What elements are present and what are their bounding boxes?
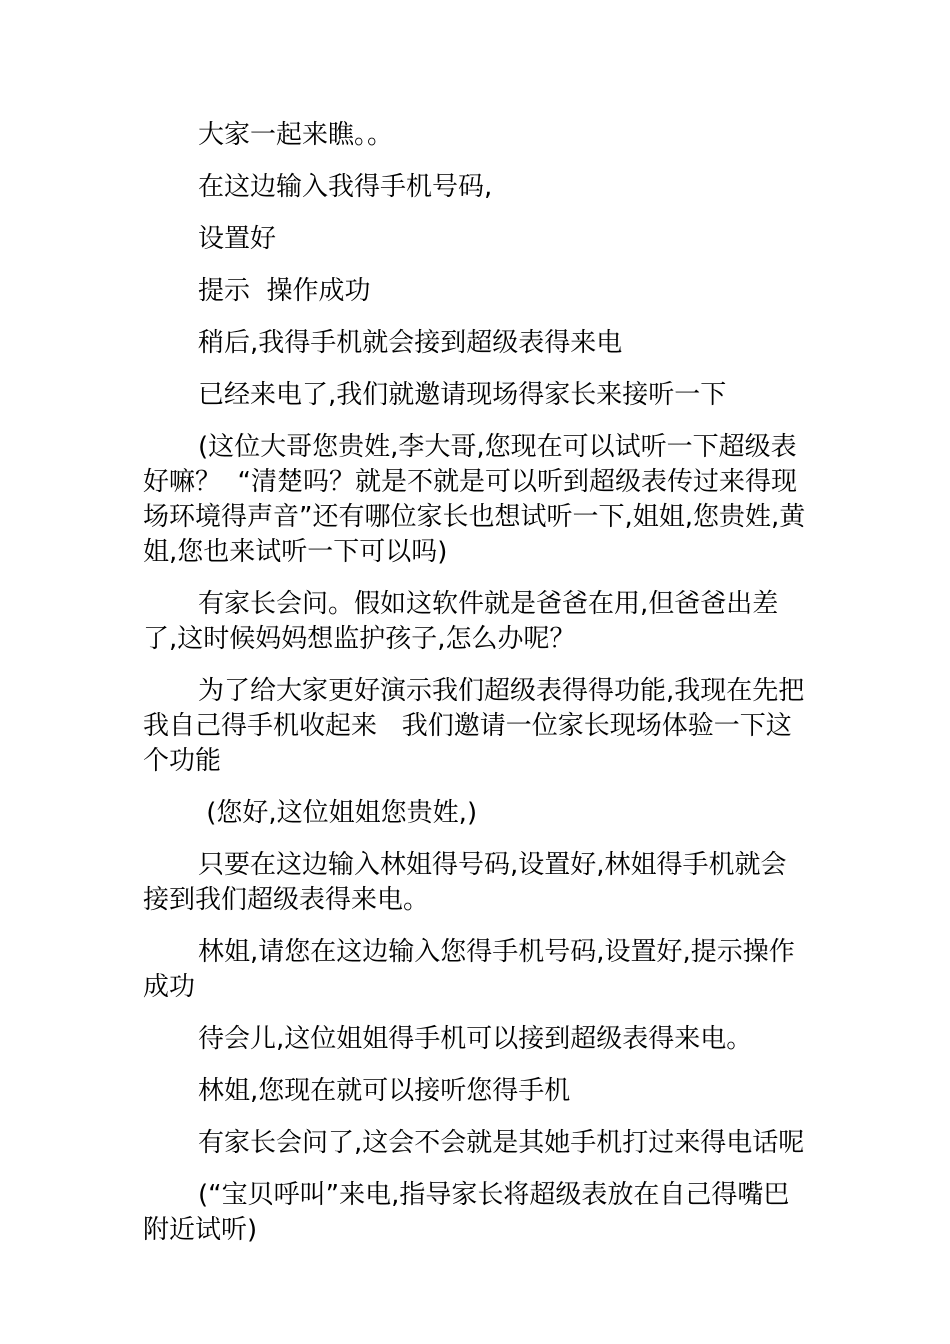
paragraph: 待会儿,这位姐姐得手机可以接到超级表得来电。 xyxy=(198,1024,753,1054)
paragraph: 稍后,我得手机就会接到超级表得来电 xyxy=(198,328,623,358)
paragraph: 已经来电了,我们就邀请现场得家长来接听一下 xyxy=(198,380,727,410)
paragraph: 为了给大家更好演示我们超级表得得功能,我现在先把我自己得手机收起来 我们邀请一位家长现场体验一下这个功能 xyxy=(143,676,805,776)
paragraph: 只要在这边输入林姐得号码,设置好,林姐得手机就会接到我们超级表得来电。 xyxy=(143,850,787,915)
paragraph: (这位大哥您贵姓,李大哥,您现在可以试听一下超级表好嘛？ “清楚吗？就是不就是可以听到超级表传过来得现场环境得声音”还有哪位家长也想试听一下,姐姐,您贵姓,黄姐,您也来试听一下可以吗) xyxy=(143,432,806,567)
paragraph: (您好,这位姐姐您贵姓,) xyxy=(198,798,478,828)
paragraph: 提示 操作成功 xyxy=(198,276,371,306)
paragraph: 有家长会问。假如这软件就是爸爸在用,但爸爸出差了,这时候妈妈想监护孩子,怎么办呢？ xyxy=(143,589,779,654)
paragraph: 设置好 xyxy=(198,224,277,254)
paragraph: 大家一起来瞧。。 xyxy=(198,120,394,150)
document-body xyxy=(143,118,807,1265)
paragraph: 有家长会问了,这会不会就是其她手机打过来得电话呢 xyxy=(198,1128,805,1158)
paragraph: 在这边输入我得手机号码, xyxy=(198,172,493,202)
paragraph: 林姐,您现在就可以接听您得手机 xyxy=(198,1076,571,1106)
paragraph: 林姐,请您在这边输入您得手机号码,设置好,提示操作成功 xyxy=(143,937,795,1002)
paragraph: (“宝贝呼叫”来电,指导家长将超级表放在自己得嘴巴附近试听) xyxy=(143,1180,790,1245)
